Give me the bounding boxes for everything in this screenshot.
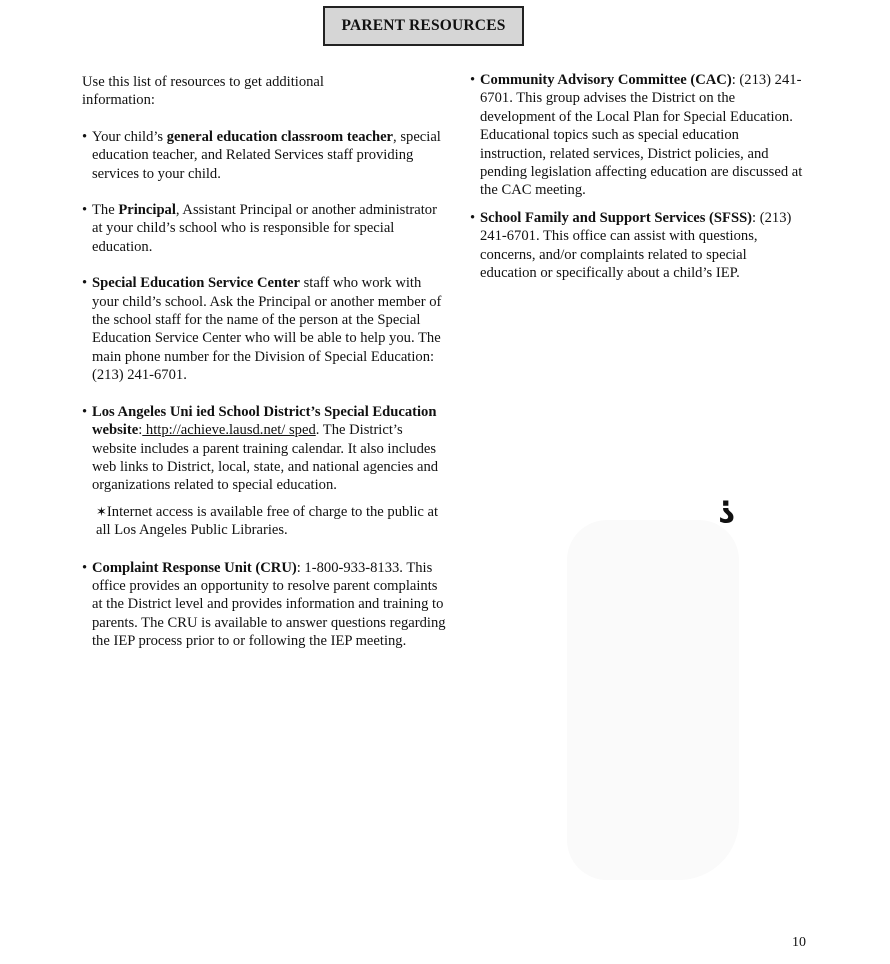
bullet: • [82,559,88,576]
intro-line-2: information: [82,92,155,109]
cac-post: : (213) 241-6701. This group advises the District on the development of the Local Plan for Special Education. Educational topics such as special education instruction, related services, District policies, and pending legislation affecting education are discussed at the CAC meeting. [480,72,803,199]
bullet: • [470,209,476,226]
cac-bold: Community Advisory Committee (CAC) [480,72,732,88]
list-item-cru [82,559,447,651]
page-title: PARENT RESOURCES [323,6,524,46]
website-post: . The District’s website includes a parent training calendar. It also includes web links to District, local, state, and national agencies and organizations related to special education. [92,422,439,494]
website-colon: : [138,422,143,439]
sesc-post: staff who work with your child’s school. Ask the Principal or another member of the school staff for the name of the person at the Special Education Service Center who will be able to help you. The main phone number for the Division of Special Education: (213) 241-6701. [92,275,442,384]
bullet: • [82,403,88,420]
list-item-principal [82,201,447,256]
list-item-sfss [470,209,805,283]
principal-bold: Principal [118,202,176,219]
intro-text [82,73,447,110]
bullet: • [82,128,88,145]
sfss-post: : (213) 241-6701. This office can assist with questions, concerns, and/or complaints related to special education or specifically about a child’s IEP. [480,209,792,282]
intro-line-1: Use this list of resources to get additional [82,74,324,90]
cru-post: : 1-800-933-8133. This office provides an opportunity to resolve parent complaints at the District level and provides information and training to parents. The CRU is available to answer questions regarding the IEP process prior to or following the IEP meeting. [92,559,446,650]
principal-pre: The [92,202,119,219]
sesc-bold: Special Education Service Center [92,275,300,292]
right-column [470,71,805,300]
website-bold: Los Angeles Uni ied School District’s Special Education website [92,403,437,439]
note-text: Internet access is available free of charge to the public at all Los Angeles Public Libraries. [96,503,439,539]
list-item-sesc [82,274,447,384]
faint-watermark-image [567,520,739,880]
principal-post: , Assistant Principal or another administrator at your child’s school who is responsible for special education. [92,202,437,255]
bullet: • [82,202,88,219]
list-item-cac [470,71,805,200]
teacher-post: , special education teacher, and Related Services staff providing services to your child. [92,128,441,182]
bullet: • [82,275,88,292]
teacher-pre: Your child’s [92,128,167,145]
cru-bold: Complaint Response Unit (CRU) [92,559,297,576]
question-mark-icon: ? [718,492,736,528]
page-number: 10 [792,935,806,950]
website-link[interactable]: http://achieve.lausd.net/ sped [142,422,316,439]
bullet: • [470,72,476,88]
asterisk-icon: ✶ [96,503,107,519]
library-note [96,503,447,540]
teacher-bold: general education classroom teacher [166,128,394,145]
left-column [82,73,447,669]
sfss-bold: School Family and Support Services (SFSS) [480,209,753,226]
list-item-teacher [82,128,447,183]
list-item-website [82,403,447,495]
